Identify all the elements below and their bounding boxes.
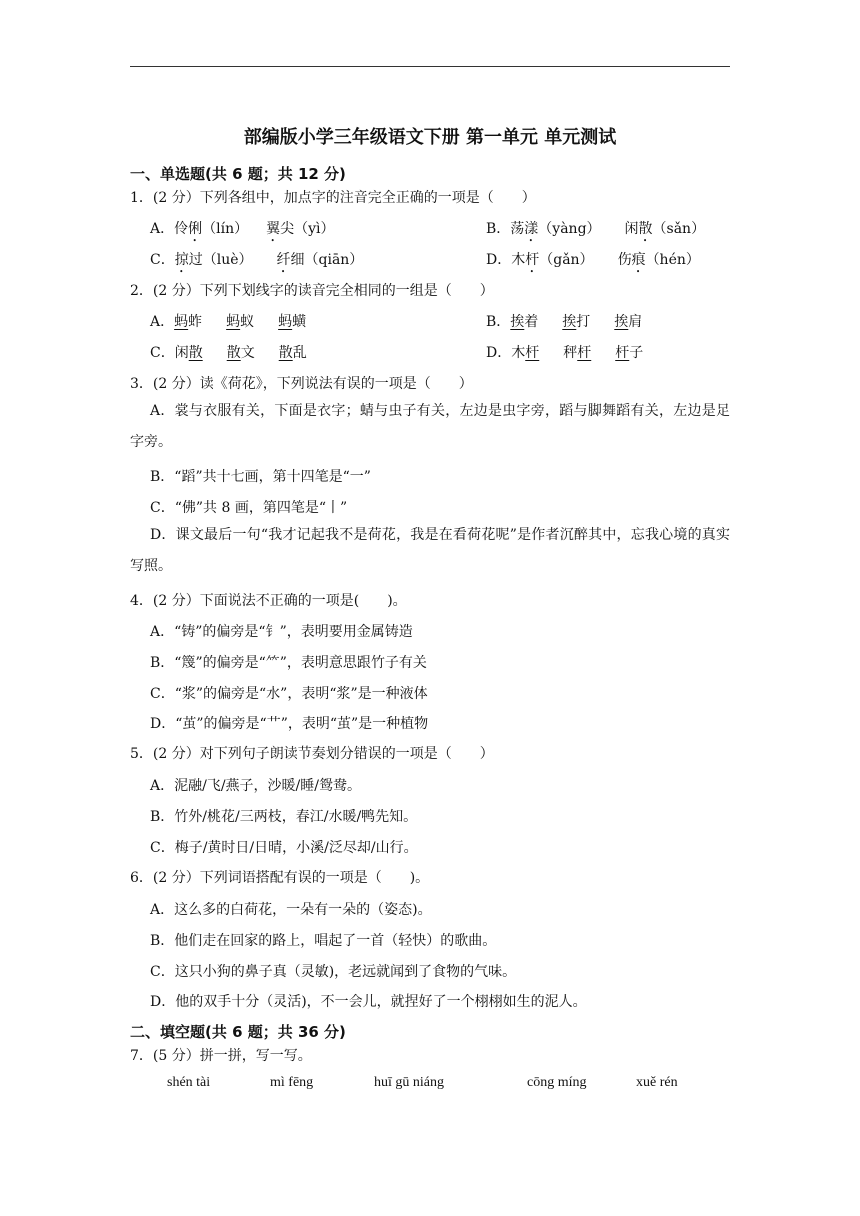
q4-option-b: B．“篾”的偏旁是“⺮”，表明意思跟竹子有关 bbox=[150, 655, 427, 671]
question-3-stem: 3．(2 分）读《荷花》，下列说法有误的一项是（ ） bbox=[130, 376, 473, 392]
section-heading-single-choice: 一、单选题(共 6 题；共 12 分) bbox=[130, 165, 346, 183]
q1-option-c: C．掠过（luè） 纤细（qiān） bbox=[150, 252, 364, 268]
q4-option-c: C．“浆”的偏旁是“水”，表明“浆”是一种液体 bbox=[150, 686, 428, 702]
q5-option-b: B．竹外/桃花/三两枝，春江/水暖/鸭先知。 bbox=[150, 809, 418, 825]
q5-option-c: C．梅子/黄时日/日晴，小溪/泛尽却/山行。 bbox=[150, 840, 418, 856]
q1-option-d: D．木杆（gǎn） 伤痕（hén） bbox=[486, 252, 700, 268]
q2-option-c: C．闲散 散文 散乱 bbox=[150, 345, 307, 361]
pinyin-item: shén tài bbox=[167, 1075, 211, 1090]
q6-option-a: A．这么多的白荷花，一朵有一朵的（姿态)。 bbox=[150, 902, 432, 918]
q5-option-a: A．泥融/飞/燕子，沙暖/睡/鸳鸯。 bbox=[150, 778, 361, 794]
q4-option-a: A．“铸”的偏旁是“钅”，表明要用金属铸造 bbox=[150, 624, 413, 640]
q6-option-d: D．他的双手十分（灵活)，不一会儿，就捏好了一个栩栩如生的泥人。 bbox=[150, 994, 587, 1010]
q1-option-b: B．荡漾（yàng） 闲散（sǎn） bbox=[486, 221, 706, 237]
pinyin-item: cōng míng bbox=[527, 1075, 587, 1090]
q2-option-a: A．蚂蚱 蚂蚁 蚂蟥 bbox=[150, 314, 307, 330]
question-7-stem: 7．(5 分）拼一拼，写一写。 bbox=[130, 1048, 312, 1064]
section-heading-fill-in: 二、填空题(共 6 题；共 36 分) bbox=[130, 1023, 346, 1041]
question-4-stem: 4．(2 分）下面说法不正确的一项是( )。 bbox=[130, 593, 407, 609]
question-1-stem: 1．(2 分）下列各组中，加点字的注音完全正确的一项是（ ） bbox=[130, 190, 536, 206]
q3-option-a: A．裳与衣服有关，下面是衣字；蜻与虫子有关，左边是虫字旁，蹈与脚舞蹈有关，左边是足字旁。 bbox=[130, 403, 730, 450]
pinyin-item: xuě rén bbox=[636, 1075, 678, 1090]
q4-option-d: D．“茧”的偏旁是“艹”，表明“茧”是一种植物 bbox=[150, 716, 429, 732]
q6-option-c: C．这只小狗的鼻子真（灵敏)，老远就闻到了食物的气味。 bbox=[150, 964, 517, 980]
q2-option-b: B．挨着 挨打 挨肩 bbox=[486, 314, 643, 330]
q3-option-d: D．课文最后一句“我才记起我不是荷花，我是在看荷花呢”是作者沉醉其中，忘我心境的真实写照。 bbox=[130, 527, 730, 574]
q3-option-b: B．“蹈”共十七画，第十四笔是“一” bbox=[150, 469, 371, 485]
question-6-stem: 6．(2 分）下列词语搭配有误的一项是（ )。 bbox=[130, 870, 430, 886]
pinyin-item: huī gū niáng bbox=[374, 1075, 444, 1090]
page-title: 部编版小学三年级语文下册 第一单元 单元测试 bbox=[243, 127, 617, 148]
q6-option-b: B．他们走在回家的路上，唱起了一首（轻快）的歌曲。 bbox=[150, 933, 497, 949]
q2-option-d: D．木杆 秤杆 杆子 bbox=[486, 345, 644, 361]
question-5-stem: 5．(2 分）对下列句子朗读节奏划分错误的一项是（ ） bbox=[130, 746, 494, 762]
q3-option-c: C．“佛”共 8 画，第四笔是“丨” bbox=[150, 500, 348, 516]
q1-option-a: A．伶俐（lín） 翼尖（yì） bbox=[150, 221, 335, 237]
pinyin-item: mì fēng bbox=[270, 1075, 314, 1090]
header-rule bbox=[130, 66, 730, 67]
question-2-stem: 2．(2 分）下列下划线字的读音完全相同的一组是（ ） bbox=[130, 283, 494, 299]
